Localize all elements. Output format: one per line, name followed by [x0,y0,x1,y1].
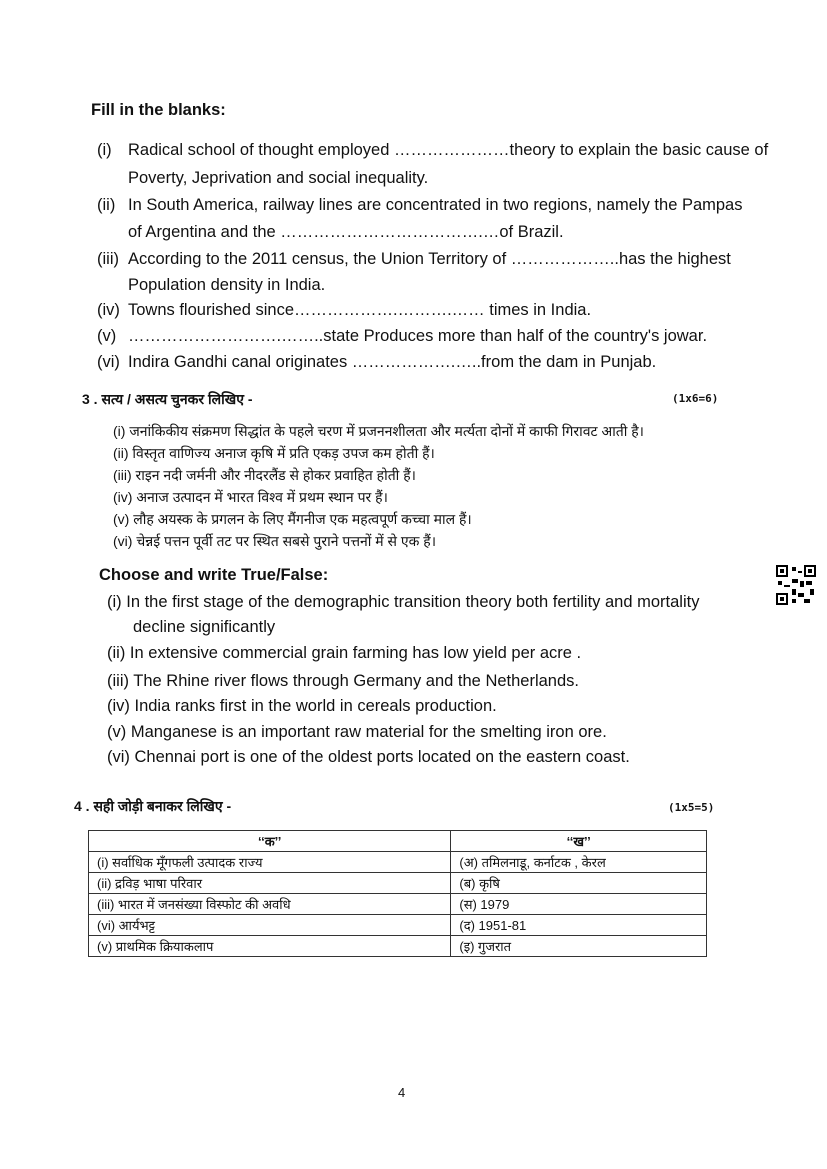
col-b-header: ‘‘ख’’ [451,831,707,852]
q3-english-item-4: (iv) India ranks first in the world in cereals production. [107,697,497,715]
q4-heading: 4 . सही जोड़ी बनाकर लिखिए - [74,798,232,814]
q3-english-heading: Choose and write True/False: [99,566,329,584]
col-a-cell: (v) प्राथमिक क्रियाकलाप [89,936,451,957]
col-a-cell: (ii) द्रविड़ भाषा परिवार [89,873,451,894]
qr-code-icon [776,565,816,605]
table-row [89,936,707,957]
table-row [89,852,707,873]
col-b-cell: (ब) कृषि [451,873,707,894]
fill-blank-3-line-2: Population density in India. [128,276,326,294]
q3-hindi-item-1: (i) जनांकिकीय संक्रमण सिद्धांत के पहले चरण में प्रजननशीलता और मर्त्यता दोनों में काफी गिरावट आती है। [113,423,644,439]
fill-blank-2-line-1: In South America, railway lines are concentrated in two regions, namely the Pampas [128,196,743,214]
q3-hindi-item-3: (iii) राइन नदी जर्मनी और नीदरलैंड से होकर प्रवाहित होती हैं। [113,467,416,483]
q3-hindi-item-6: (vi) चेन्नई पत्तन पूर्वी तट पर स्थित सबसे पुराने पत्तनों में से एक हैं। [113,533,437,549]
fill-blank-num-2: (ii) [97,196,116,214]
fill-blank-5-line-1: ……………………….……..state Produces more than half of the country's jowar. [128,327,708,345]
col-a-header: ‘‘क’’ [89,831,451,852]
fill-blank-6-line-1: Indira Gandhi canal originates ……………….…..from the dam in Punjab. [128,353,657,371]
col-b-cell: (इ) गुजरात [451,936,707,957]
q3-heading: 3 . सत्य / असत्य चुनकर लिखिए - [82,391,253,407]
q4-marks: (1x5=5) [668,801,715,814]
table-row [89,873,707,894]
col-a-cell: (i) सर्वाधिक मूँगफली उत्पादक राज्य [89,852,451,873]
table-row [89,915,707,936]
q3-english-item-1: (i) In the first stage of the demographic transition theory both fertility and mortality [107,593,700,611]
fill-blank-num-4: (iv) [97,301,120,319]
q3-hindi-item-2: (ii) विस्तृत वाणिज्य अनाज कृषि में प्रति एकड़ उपज कम होती हैं। [113,445,435,461]
fill-blank-2-line-2: of Argentina and the ……………………………….…of Brazil. [128,223,564,241]
fill-blank-num-6: (vi) [97,353,120,371]
fill-blank-num-3: (iii) [97,250,119,268]
fill-blanks-heading: Fill in the blanks: [91,101,226,119]
page-number: 4 [398,1085,406,1100]
q3-english-item-2: (ii) In extensive commercial grain farming has low yield per acre . [107,644,582,662]
q3-english-item-6: (vi) Chennai port is one of the oldest ports located on the eastern coast. [107,748,630,766]
q3-english-item-3: (iii) The Rhine river flows through Germany and the Netherlands. [107,672,579,690]
q3-marks: (1x6=6) [672,392,719,405]
col-b-cell: (द) 1951-81 [451,915,707,936]
table-row [89,894,707,915]
fill-blank-num-1: (i) [97,141,112,159]
col-b-cell: (अ) तमिलनाडू, कर्नाटक , केरल [451,852,707,873]
match-table [88,830,707,957]
col-b-cell: (स) 1979 [451,894,707,915]
q3-english-item-5: (v) Manganese is an important raw material for the smelting iron ore. [107,723,607,741]
fill-blank-num-5: (v) [97,327,117,345]
q3-hindi-item-5: (v) लौह अयस्क के प्रगलन के लिए मैंगनीज एक महत्वपूर्ण कच्चा माल हैं। [113,511,472,527]
q3-english-item-1-cont: decline significantly [133,618,276,636]
match-table-header [89,831,707,852]
col-a-cell: (vi) आर्यभट्ट [89,915,451,936]
fill-blank-4-line-1: Towns flourished since……………….……….…… times in India. [128,301,592,319]
fill-blank-1-line-1: Radical school of thought employed …………………theory to explain the basic cause of [128,141,769,159]
col-a-cell: (iii) भारत में जनसंख्या विस्फोट की अवधि [89,894,451,915]
fill-blank-3-line-1: According to the 2011 census, the Union Territory of ………………..has the highest [128,250,731,268]
fill-blank-1-line-2: Poverty, Jeprivation and social inequality. [128,169,429,187]
q3-hindi-item-4: (iv) अनाज उत्पादन में भारत विश्व में प्रथम स्थान पर हैं। [113,489,388,505]
